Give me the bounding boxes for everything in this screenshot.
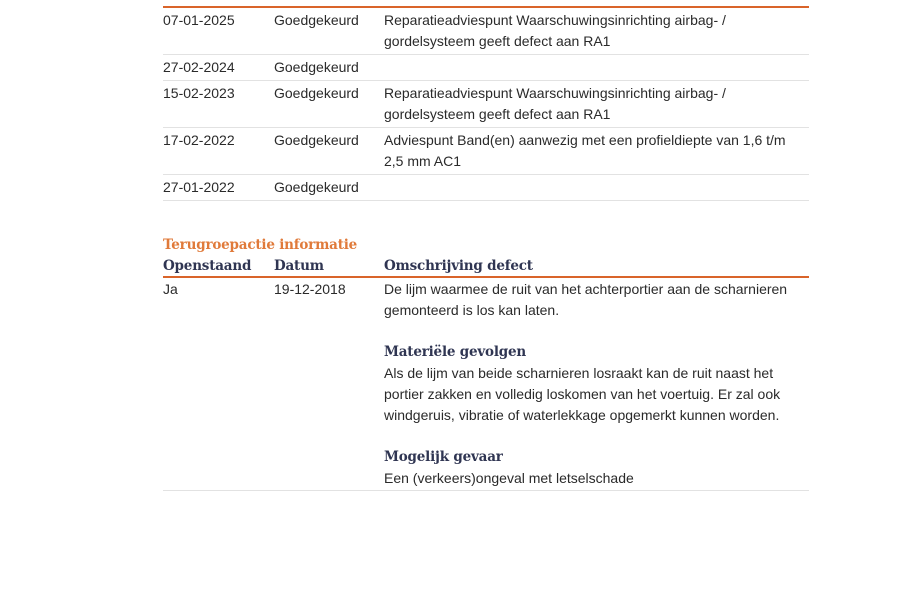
document-page [163,0,809,491]
table-row [163,128,809,175]
inspection-result: Goedgekeurd [274,132,359,148]
danger-text: Een (verkeers)ongeval met letselschade [384,470,634,486]
inspection-history-table [163,8,809,201]
recall-table-header [163,255,809,276]
header-date: Datum [274,258,324,274]
inspection-date: 27-01-2022 [163,179,235,195]
inspection-result: Goedgekeurd [274,12,359,28]
table-row [163,81,809,128]
inspection-date: 15-02-2023 [163,85,235,101]
defect-description: De lijm waarmee de ruit van het achterportier aan de scharnieren gemonteerd is los kan laten. [384,281,788,318]
inspection-remark: Reparatieadviespunt Waarschuwingsinrichting airbag- / gordelsysteem geeft defect aan RA1 [384,85,726,122]
recall-date-value: 19-12-2018 [274,281,346,297]
danger-heading: Mogelijk gevaar [384,449,503,465]
table-row [163,8,809,55]
inspection-remark [384,57,809,78]
header-description: Omschrijving defect [384,258,533,274]
consequences-text: Als de lijm van beide scharnieren losraakt kan de ruit naast het portier zakken en volledig loskomen van het voertuig. Er zal ook windgeruis, vibratie of waterlekkage opgemerkt kunnen worden. [384,365,781,423]
recall-section-title: Terugroepactie informatie [163,237,358,253]
recall-open-value: Ja [163,281,178,297]
spacer [384,426,799,447]
recall-description-cell [384,279,809,489]
table-row [163,175,809,201]
inspection-date: 07-01-2025 [163,12,235,28]
inspection-date: 27-02-2024 [163,59,235,75]
table-row [163,55,809,81]
spacer [384,321,799,342]
header-open: Openstaand [163,258,252,274]
inspection-date: 17-02-2022 [163,132,235,148]
inspection-remark: Adviespunt Band(en) aanwezig met een profieldiepte van 1,6 t/m 2,5 mm AC1 [384,132,786,169]
table-row [163,278,809,491]
consequences-heading: Materiële gevolgen [384,344,527,360]
inspection-result: Goedgekeurd [274,179,359,195]
inspection-remark [384,177,809,198]
inspection-result: Goedgekeurd [274,59,359,75]
inspection-remark: Reparatieadviespunt Waarschuwingsinrichting airbag- / gordelsysteem geeft defect aan RA1 [384,12,726,49]
inspection-result: Goedgekeurd [274,85,359,101]
